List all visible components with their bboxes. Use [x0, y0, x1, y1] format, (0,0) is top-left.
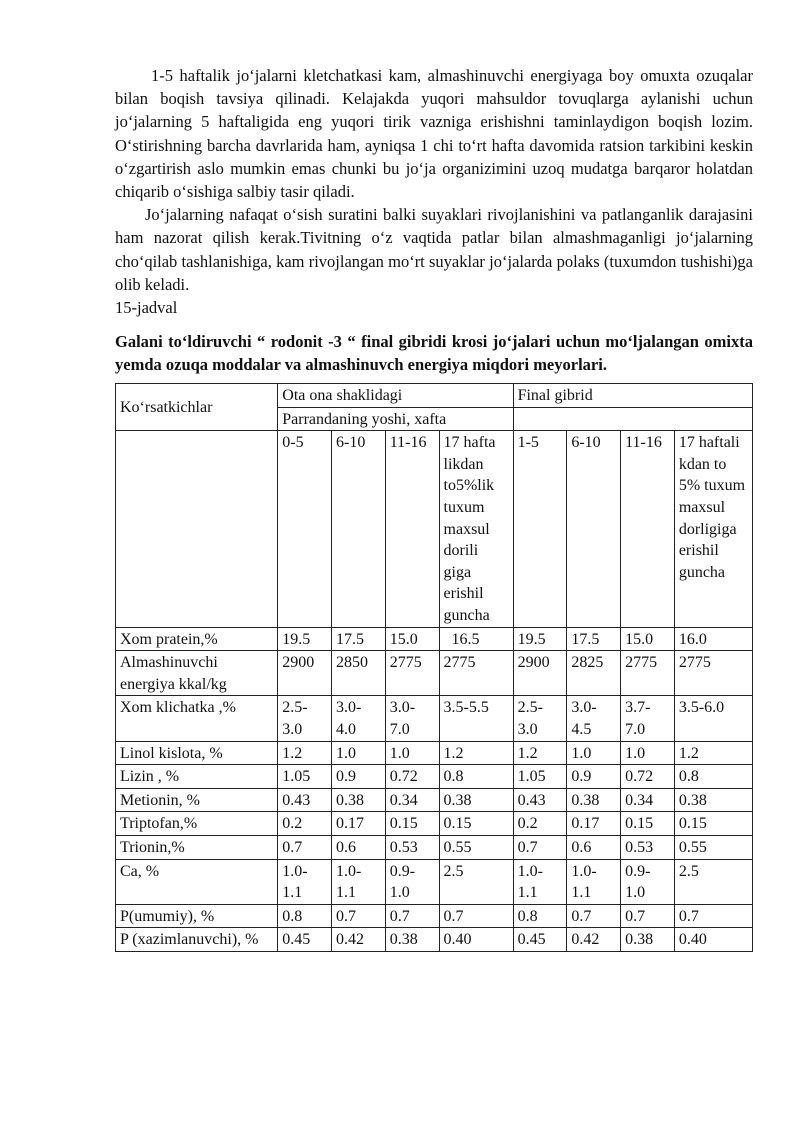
- table-cell: 0.7: [513, 835, 567, 859]
- table-cell: 2.5: [674, 859, 752, 904]
- row-label: Lizin , %: [116, 765, 278, 789]
- table-cell: 1.0: [385, 741, 439, 765]
- paragraph-1: 1-5 haftalik jo‘jalarni kletchatkasi kam, almashinuvchi energiyaga boy omuxta ozuqalar bilan boqish tavsiya qilinadi. Kelajakda yuqori mahsuldor tovuqlarga aylanishi uchun jo‘jalarning 5 haftaligida eng yuqori tirik vazniga erishishni taminlaydigon boqish lozim. O‘stirishning barcha davrlarida ham, ayniqsa 1 chi to‘rt hafta davomida ratsion tarkibini keskin o‘zgartirish aslo mumkin emas chunki bu jo‘ja organizimini uzoq mudatga barqaror holatdan chiqarib o‘sishiga salbiy tasir qiladi.: [115, 66, 753, 202]
- table-cell: 0.7: [674, 904, 752, 928]
- table-cell: 0.7: [278, 835, 332, 859]
- table-cell: 0.42: [332, 928, 386, 952]
- table-cell: 0.15: [674, 812, 752, 836]
- table-row: [116, 928, 753, 952]
- nutrient-table: [115, 383, 753, 952]
- table-header-row-ages: [116, 431, 753, 627]
- table-cell: 0.38: [567, 788, 621, 812]
- group-final-header: Final gibrid: [513, 384, 752, 408]
- table-cell: 1.05: [278, 765, 332, 789]
- table-cell: 0.7: [332, 904, 386, 928]
- row-header-label: Ko‘rsatkichlar: [116, 384, 278, 431]
- table-cell: 0.34: [385, 788, 439, 812]
- table-cell: 1.0-1.1: [278, 859, 332, 904]
- age-header-cell: 0-5: [278, 431, 332, 627]
- table-cell: 3.5-6.0: [674, 696, 752, 741]
- table-cell: 0.9: [332, 765, 386, 789]
- table-cell: 2775: [674, 651, 752, 696]
- table-cell: 0.42: [567, 928, 621, 952]
- table-cell: 0.8: [439, 765, 513, 789]
- table-cell: 0.45: [278, 928, 332, 952]
- table-cell: 2775: [621, 651, 675, 696]
- table-cell: 2.5-3.0: [278, 696, 332, 741]
- table-cell: 19.5: [278, 627, 332, 651]
- table-cell: 0.53: [621, 835, 675, 859]
- table-cell: 0.43: [513, 788, 567, 812]
- table-cell: 1.0: [621, 741, 675, 765]
- table-cell: 2775: [385, 651, 439, 696]
- table-label: 15-jadval: [115, 298, 178, 318]
- group-parent-header: Ota ona shaklidagi: [278, 384, 513, 408]
- table-row: [116, 812, 753, 836]
- table-cell: 0.38: [439, 788, 513, 812]
- table-cell: 0.34: [621, 788, 675, 812]
- table-row: [116, 835, 753, 859]
- table-cell: 2850: [332, 651, 386, 696]
- table-cell: 2825: [567, 651, 621, 696]
- table-title: Galani to‘ldiruvchi “ rodonit -3 “ final gibridi krosi jo‘jalari uchun mo‘ljalangan omixta yemda ozuqa moddalar va almashinuvch energiya miqdori meyorlari.: [115, 332, 753, 374]
- table-cell: 0.55: [439, 835, 513, 859]
- table-row: [116, 627, 753, 651]
- table-cell: 15.0: [621, 627, 675, 651]
- table-cell: 0.38: [385, 928, 439, 952]
- table-cell: 1.2: [439, 741, 513, 765]
- table-cell: 0.38: [621, 928, 675, 952]
- table-cell: 0.7: [385, 904, 439, 928]
- table-cell: 16.0: [674, 627, 752, 651]
- table-cell: 0.8: [674, 765, 752, 789]
- table-cell: 15.0: [385, 627, 439, 651]
- table-cell: 0.17: [567, 812, 621, 836]
- table-cell: 0.45: [513, 928, 567, 952]
- table-cell: 0.6: [567, 835, 621, 859]
- age-header-cell: 17 haftali kdan to 5% tuxum maxsul dorligiga erishil guncha: [674, 431, 752, 627]
- table-cell: 17.5: [567, 627, 621, 651]
- table-cell: 0.40: [674, 928, 752, 952]
- table-cell: 1.2: [674, 741, 752, 765]
- table-cell: 2.5-3.0: [513, 696, 567, 741]
- table-cell: 3.0-4.5: [567, 696, 621, 741]
- table-row: [116, 696, 753, 741]
- row-label: Almashinuvchi energiya kkal/kg: [116, 651, 278, 696]
- table-row: [116, 651, 753, 696]
- document-page: [115, 64, 753, 952]
- table-cell: 2775: [439, 651, 513, 696]
- table-cell: 0.9-1.0: [621, 859, 675, 904]
- table-row: [116, 859, 753, 904]
- table-cell: 1.0: [332, 741, 386, 765]
- table-cell: 0.6: [332, 835, 386, 859]
- paragraph-2: Jo‘jalarning nafaqat o‘sish suratini balki suyaklari rivojlanishini va patlanganlik darajasini ham nazorat qilish kerak.Tivitning o‘z vaqtida patlar bilan almashmaganligi jo‘jalarning cho‘qilab tashlanishiga, kam rivojlangan mo‘rt suyaklar jo‘jalarda polaks (tuxumdon tushishi)ga olib keladi.: [115, 205, 753, 294]
- row-label: Xom pratein,%: [116, 627, 278, 651]
- table-cell: 0.72: [621, 765, 675, 789]
- table-cell: 0.15: [385, 812, 439, 836]
- age-header-cell: 1-5: [513, 431, 567, 627]
- table-cell: 0.9-1.0: [385, 859, 439, 904]
- row-label: P (xazimlanuvchi), %: [116, 928, 278, 952]
- age-header-cell: 11-16: [385, 431, 439, 627]
- table-cell: 0.8: [278, 904, 332, 928]
- table-cell: 0.2: [513, 812, 567, 836]
- table-cell: 0.38: [674, 788, 752, 812]
- table-cell: 0.2: [278, 812, 332, 836]
- table-cell: 1.0-1.1: [513, 859, 567, 904]
- table-cell: 1.0: [567, 741, 621, 765]
- row-label: Triptofan,%: [116, 812, 278, 836]
- table-cell: 0.15: [621, 812, 675, 836]
- table-cell: 1.2: [513, 741, 567, 765]
- table-cell: 3.0-7.0: [385, 696, 439, 741]
- row-label: Metionin, %: [116, 788, 278, 812]
- table-cell: 16.5: [439, 627, 513, 651]
- table-cell: 0.55: [674, 835, 752, 859]
- table-cell: 3.7-7.0: [621, 696, 675, 741]
- table-cell: 1.2: [278, 741, 332, 765]
- table-cell: 1.0-1.1: [332, 859, 386, 904]
- table-cell: 0.8: [513, 904, 567, 928]
- table-cell: 0.7: [621, 904, 675, 928]
- age-header-cell: 6-10: [332, 431, 386, 627]
- table-cell: 0.9: [567, 765, 621, 789]
- table-cell: 1.05: [513, 765, 567, 789]
- table-row: [116, 741, 753, 765]
- table-cell: 0.40: [439, 928, 513, 952]
- table-cell: 1.0-1.1: [567, 859, 621, 904]
- table-cell: 19.5: [513, 627, 567, 651]
- table-cell: 2900: [513, 651, 567, 696]
- table-cell: 17.5: [332, 627, 386, 651]
- row-label: Ca, %: [116, 859, 278, 904]
- table-cell: 3.0-4.0: [332, 696, 386, 741]
- table-cell: 0.15: [439, 812, 513, 836]
- row-label: Linol kislota, %: [116, 741, 278, 765]
- table-cell: 0.38: [332, 788, 386, 812]
- header-blank-cell: [116, 431, 278, 627]
- table-cell: 0.17: [332, 812, 386, 836]
- row-label: Trionin,%: [116, 835, 278, 859]
- table-row: [116, 904, 753, 928]
- table-cell: 0.7: [567, 904, 621, 928]
- row-label: Xom klichatka ,%: [116, 696, 278, 741]
- age-header-cell: 6-10: [567, 431, 621, 627]
- table-cell: 2.5: [439, 859, 513, 904]
- table-cell: 3.5-5.5: [439, 696, 513, 741]
- age-header-cell: 11-16: [621, 431, 675, 627]
- table-cell: 2900: [278, 651, 332, 696]
- table-cell: 0.7: [439, 904, 513, 928]
- age-label-header: Parrandaning yoshi, xafta: [278, 407, 513, 431]
- age-label-header-empty: [513, 407, 752, 431]
- table-row: [116, 765, 753, 789]
- table-cell: 0.43: [278, 788, 332, 812]
- row-label: P(umumiy), %: [116, 904, 278, 928]
- table-cell: 0.53: [385, 835, 439, 859]
- age-header-cell: 17 hafta likdan to5%lik tuxum maxsul dorili giga erishil guncha: [439, 431, 513, 627]
- table-row: [116, 788, 753, 812]
- table-cell: 0.72: [385, 765, 439, 789]
- table-header-row-groups: [116, 384, 753, 408]
